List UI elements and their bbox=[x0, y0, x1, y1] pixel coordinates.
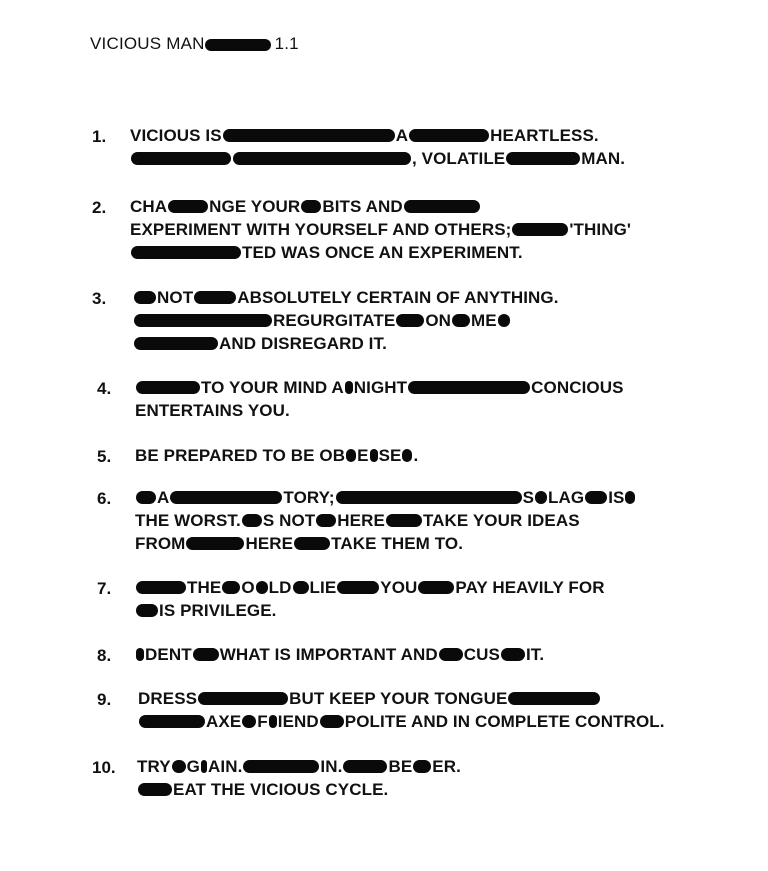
rule-text: A bbox=[395, 125, 409, 145]
rule-text: IS bbox=[608, 487, 625, 507]
rule-text: ABSOLUTELY CERTAIN OF ANYTHING. bbox=[237, 287, 559, 307]
redaction-mark bbox=[585, 491, 607, 504]
rule-line bbox=[135, 577, 605, 598]
redaction-mark bbox=[409, 129, 489, 142]
rule-text: YOU bbox=[380, 577, 418, 597]
redaction-mark bbox=[222, 581, 240, 594]
redaction-mark bbox=[345, 381, 353, 394]
rule-number: 8. bbox=[97, 646, 112, 665]
redaction-mark bbox=[172, 760, 186, 773]
redaction-mark bbox=[242, 514, 262, 527]
rule-text: BUT KEEP YOUR TONGUE bbox=[289, 688, 508, 708]
rule-text: LIE bbox=[309, 577, 337, 597]
rule-text: IS PRIVILEGE. bbox=[159, 600, 277, 620]
rule-text: IN. bbox=[320, 756, 343, 776]
rule-number: 5. bbox=[97, 447, 112, 466]
redaction-mark bbox=[336, 491, 522, 504]
rule-text: TO YOUR MIND A bbox=[201, 377, 344, 397]
rule-text: EAT THE VICIOUS CYCLE. bbox=[173, 779, 389, 799]
redaction-mark bbox=[506, 152, 580, 165]
redaction-mark bbox=[223, 129, 395, 142]
redaction-mark bbox=[625, 491, 635, 504]
rule-text: DRESS bbox=[138, 688, 198, 708]
rule-text: BE PREPARED TO BE OB bbox=[135, 445, 346, 465]
redaction-mark bbox=[294, 537, 330, 550]
rule-text: TED WAS ONCE AN EXPERIMENT. bbox=[242, 242, 523, 262]
rule-number: 1. bbox=[92, 127, 107, 146]
rule-line bbox=[133, 333, 387, 354]
rule-text: FROM bbox=[135, 533, 186, 553]
rule-text: PAY HEAVILY FOR bbox=[455, 577, 605, 597]
title-text: VICIOUS MAN bbox=[90, 34, 205, 53]
rule-line bbox=[137, 756, 461, 777]
rule-text: DENT bbox=[145, 644, 192, 664]
rule-line bbox=[130, 219, 631, 240]
redaction-mark bbox=[386, 514, 422, 527]
redaction-mark bbox=[320, 715, 344, 728]
redaction-mark bbox=[346, 449, 356, 462]
redaction-mark bbox=[508, 692, 600, 705]
rule-number: 3. bbox=[92, 289, 107, 308]
redaction-mark bbox=[134, 314, 272, 327]
rule-text: HERE bbox=[337, 510, 385, 530]
rule-line bbox=[135, 600, 277, 621]
rule-line bbox=[130, 242, 523, 263]
redaction-mark bbox=[168, 200, 208, 213]
rule-number: 10. bbox=[92, 758, 116, 777]
rule-text: S bbox=[522, 487, 535, 507]
redaction-mark bbox=[343, 760, 387, 773]
version-label: 1.1 bbox=[274, 34, 299, 53]
rule-text: POLITE AND IN COMPLETE CONTROL. bbox=[344, 711, 665, 731]
rule-text: BITS AND bbox=[322, 196, 403, 216]
redaction-mark bbox=[408, 381, 530, 394]
rule-text: HEARTLESS. bbox=[490, 125, 599, 145]
redaction-mark bbox=[233, 152, 411, 165]
rule-text: NGE YOUR bbox=[209, 196, 301, 216]
redaction-mark bbox=[170, 491, 282, 504]
rule-text: F bbox=[257, 711, 268, 731]
rule-line bbox=[135, 445, 418, 466]
rule-text: REGURGITATE bbox=[273, 310, 396, 330]
redaction-mark bbox=[404, 200, 480, 213]
rule-line bbox=[135, 400, 290, 421]
rule-text: TAKE THEM TO. bbox=[331, 533, 464, 553]
rule-line bbox=[130, 148, 625, 169]
rule-text: IT. bbox=[525, 644, 545, 664]
rule-text: ENTERTAINS YOU. bbox=[135, 400, 290, 420]
rule-text: . bbox=[413, 445, 419, 465]
rule-text: CONCIOUS bbox=[531, 377, 624, 397]
redaction-mark bbox=[136, 604, 158, 617]
redaction-mark bbox=[136, 381, 200, 394]
rule-text: O bbox=[241, 577, 255, 597]
rule-text: G bbox=[186, 756, 200, 776]
redaction-mark bbox=[186, 537, 244, 550]
rule-number: 6. bbox=[97, 489, 112, 508]
redaction-mark bbox=[131, 152, 231, 165]
rule-number: 4. bbox=[97, 379, 112, 398]
redaction-mark bbox=[501, 648, 525, 661]
rule-text: , VOLATILE bbox=[412, 148, 506, 168]
rule-text: S NOT bbox=[262, 510, 316, 530]
rule-number: 7. bbox=[97, 579, 112, 598]
redaction-mark bbox=[402, 449, 412, 462]
redaction-mark bbox=[256, 581, 268, 594]
rule-number: 9. bbox=[97, 690, 112, 709]
rule-text: 'THING' bbox=[569, 219, 632, 239]
redaction-mark bbox=[396, 314, 424, 327]
rule-number: 2. bbox=[92, 198, 107, 217]
title-redaction bbox=[205, 39, 271, 51]
redaction-mark bbox=[498, 314, 510, 327]
redaction-mark bbox=[136, 648, 144, 661]
rule-text: A bbox=[157, 487, 170, 507]
rule-text: THE WORST. bbox=[135, 510, 241, 530]
redaction-mark bbox=[243, 760, 319, 773]
rule-text: BE bbox=[388, 756, 413, 776]
rule-text: NIGHT bbox=[353, 377, 408, 397]
rule-text: MAN. bbox=[581, 148, 626, 168]
rule-line bbox=[135, 487, 636, 508]
rule-line bbox=[135, 644, 544, 665]
redaction-mark bbox=[418, 581, 454, 594]
rule-line bbox=[135, 533, 463, 554]
rule-text: AND DISREGARD IT. bbox=[219, 333, 387, 353]
rule-text: ER. bbox=[432, 756, 461, 776]
rule-line bbox=[130, 125, 599, 146]
redaction-mark bbox=[136, 491, 156, 504]
document-title bbox=[90, 34, 299, 54]
redaction-mark bbox=[138, 783, 172, 796]
rule-text: LAG bbox=[548, 487, 585, 507]
redaction-mark bbox=[512, 223, 568, 236]
rule-text: ME bbox=[471, 310, 497, 330]
rule-text: WHAT IS IMPORTANT AND bbox=[219, 644, 438, 664]
rule-text: AXE bbox=[206, 711, 242, 731]
redaction-mark bbox=[201, 760, 207, 773]
rule-text: CHA bbox=[130, 196, 168, 216]
redaction-mark bbox=[194, 291, 236, 304]
redaction-mark bbox=[337, 581, 379, 594]
rule-text: TRY bbox=[137, 756, 171, 776]
redaction-mark bbox=[134, 291, 156, 304]
rule-line bbox=[135, 510, 580, 531]
redaction-mark bbox=[242, 715, 256, 728]
rule-line bbox=[138, 688, 601, 709]
rule-text: TAKE YOUR IDEAS bbox=[422, 510, 580, 530]
redaction-mark bbox=[134, 337, 218, 350]
redaction-mark bbox=[535, 491, 547, 504]
redaction-mark bbox=[439, 648, 463, 661]
redaction-mark bbox=[198, 692, 288, 705]
redaction-mark bbox=[193, 648, 219, 661]
rule-text: SE bbox=[378, 445, 402, 465]
rule-text: NOT bbox=[157, 287, 194, 307]
redaction-mark bbox=[452, 314, 470, 327]
rule-line bbox=[130, 196, 481, 217]
redaction-mark bbox=[316, 514, 336, 527]
redaction-mark bbox=[293, 581, 309, 594]
rule-text: TORY; bbox=[283, 487, 335, 507]
rule-text: CUS bbox=[463, 644, 500, 664]
redaction-mark bbox=[269, 715, 277, 728]
rule-line bbox=[135, 377, 624, 398]
rule-text: AIN. bbox=[208, 756, 243, 776]
redaction-mark bbox=[370, 449, 378, 462]
rule-text: E bbox=[357, 445, 369, 465]
rule-line bbox=[137, 779, 388, 800]
rule-text: EXPERIMENT WITH YOURSELF AND OTHERS; bbox=[130, 219, 512, 239]
redaction-mark bbox=[139, 715, 205, 728]
rule-text: ON bbox=[425, 310, 452, 330]
redaction-mark bbox=[136, 581, 186, 594]
rule-text: THE bbox=[187, 577, 222, 597]
rule-line bbox=[138, 711, 665, 732]
rule-line bbox=[133, 310, 511, 331]
rule-line bbox=[133, 287, 559, 308]
rule-text: VICIOUS IS bbox=[130, 125, 222, 145]
rule-text: HERE bbox=[245, 533, 294, 553]
rule-text: IEND bbox=[277, 711, 319, 731]
redaction-mark bbox=[131, 246, 241, 259]
redaction-mark bbox=[413, 760, 431, 773]
redaction-mark bbox=[301, 200, 321, 213]
rule-text: LD bbox=[268, 577, 292, 597]
